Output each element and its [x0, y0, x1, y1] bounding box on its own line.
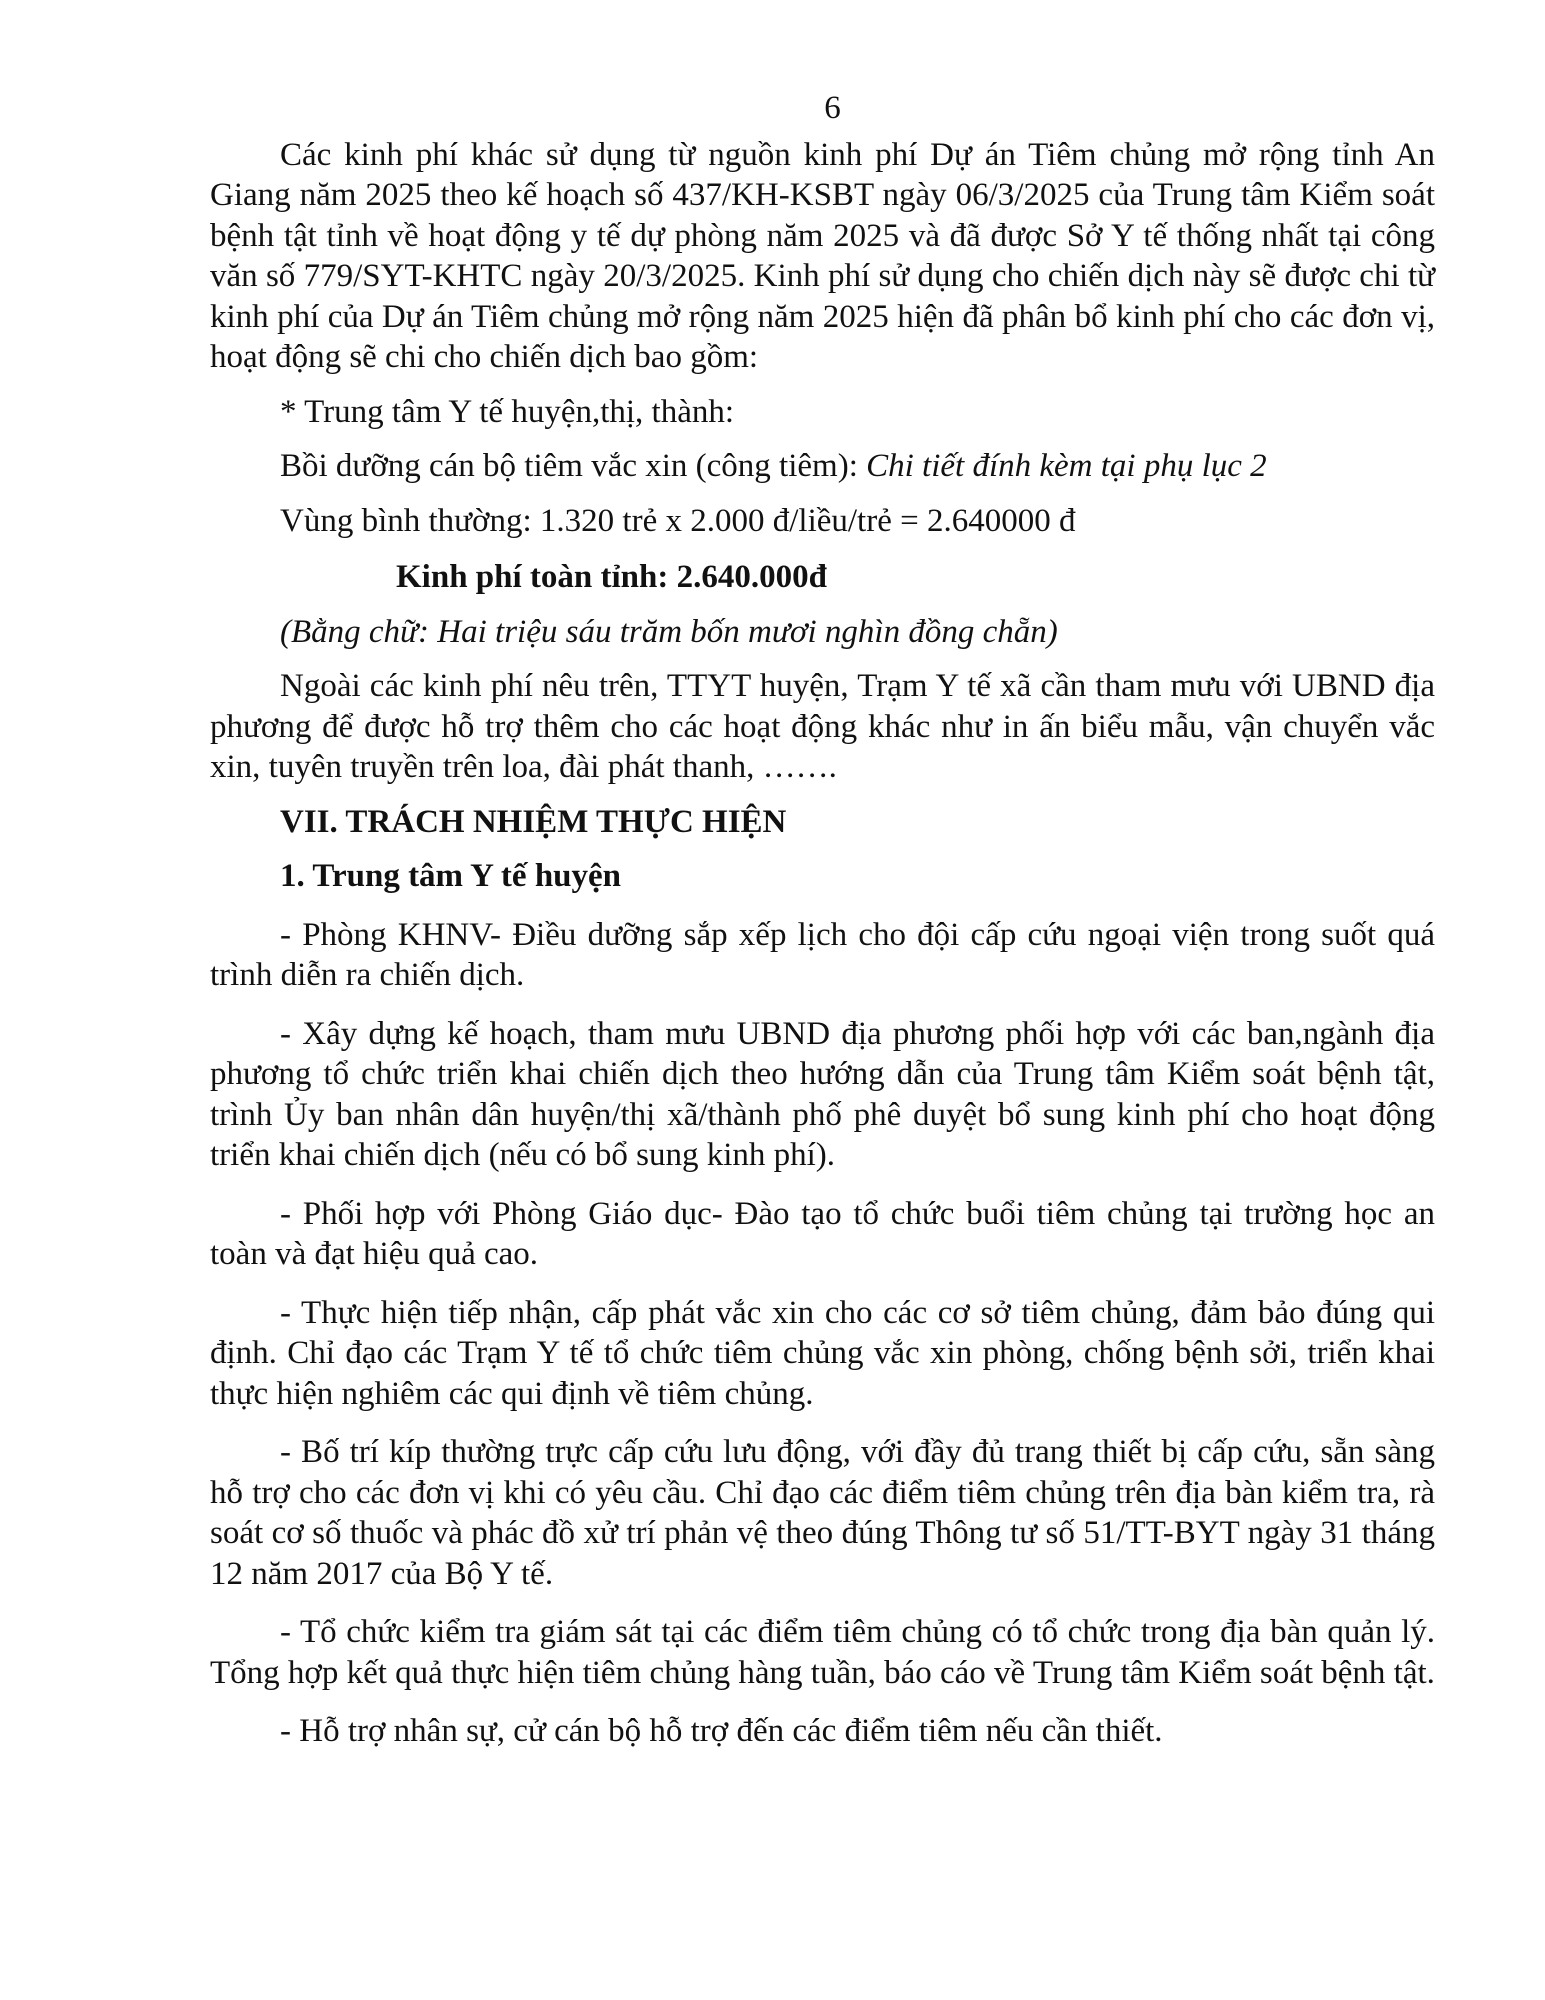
responsibility-item-4: - Thực hiện tiếp nhận, cấp phát vắc xin cho các cơ sở tiêm chủng, đảm bảo đúng qui định. Chỉ đạo các Trạm Y tế tổ chức tiêm chủng vắc xin phòng, chống bệnh sởi, triển khai thực hiện nghiêm các qui định về tiêm chủng.: [210, 1294, 1435, 1412]
responsibility-item-1: - Phòng KHNV- Điều dưỡng sắp xếp lịch cho đội cấp cứu ngoại viện trong suốt quá trình diễn ra chiến dịch.: [210, 916, 1435, 993]
amount-in-words: (Bằng chữ: Hai triệu sáu trăm bốn mươi nghìn đồng chẵn): [280, 613, 1058, 650]
normal-area-calculation: Vùng bình thường: 1.320 trẻ x 2.000 đ/liều/trẻ = 2.640000 đ: [280, 502, 1076, 539]
section-heading: VII. TRÁCH NHIỆM THỰC HIỆN: [280, 803, 787, 840]
staff-allowance-label: Bồi dưỡng cán bộ tiêm vắc xin (công tiêm):: [280, 448, 867, 484]
document-page: [210, 88, 1435, 1752]
responsibility-item-5: - Bố trí kíp thường trực cấp cứu lưu động, với đầy đủ trang thiết bị cấp cứu, sẵn sàng hỗ trợ cho các đơn vị khi có yêu cầu. Chỉ đạo các điểm tiêm chủng trên địa bàn kiểm tra, rà soát cơ số thuốc và phác đồ xử trí phản vệ theo đúng Thông tư số 51/TT-BYT ngày 31 tháng 12 năm 2017 của Bộ Y tế.: [210, 1434, 1435, 1592]
page-number: 6: [824, 90, 841, 126]
responsibility-item-3: - Phối hợp với Phòng Giáo dục- Đào tạo tổ chức buổi tiêm chủng tại trường học an toàn và đạt hiệu quả cao.: [210, 1195, 1435, 1272]
responsibility-item-2: - Xây dựng kế hoạch, tham mưu UBND địa phương phối hợp với các ban,ngành địa phương tổ chức triển khai chiến dịch theo hướng dẫn của Trung tâm Kiểm soát bệnh tật, trình Ủy ban nhân dân huyện/thị xã/thành phố phê duyệt bổ sung kinh phí cho hoạt động triển khai chiến dịch (nếu có bổ sung kinh phí).: [210, 1015, 1435, 1173]
responsibility-item-6: - Tổ chức kiểm tra giám sát tại các điểm tiêm chủng có tổ chức trong địa bàn quản lý. Tổng hợp kết quả thực hiện tiêm chủng hàng tuần, báo cáo về Trung tâm Kiểm soát bệnh tật.: [210, 1614, 1435, 1691]
appendix-reference: Chi tiết đính kèm tại phụ lục 2: [866, 448, 1267, 484]
staff-allowance-line: [210, 446, 1435, 487]
additional-support-paragraph: Ngoài các kinh phí nêu trên, TTYT huyện, Trạm Y tế xã cần tham mưu với UBND địa phương để được hỗ trợ thêm cho các hoạt động khác như in ấn biểu mẫu, vận chuyển vắc xin, tuyên truyền trên loa, đài phát thanh, …….: [210, 668, 1435, 785]
responsibility-item-7: - Hỗ trợ nhân sự, cử cán bộ hỗ trợ đến các điểm tiêm nếu cần thiết.: [280, 1713, 1163, 1749]
subsection-heading: 1. Trung tâm Y tế huyện: [280, 858, 622, 894]
province-total: Kinh phí toàn tỉnh: 2.640.000đ: [396, 559, 827, 595]
funding-paragraph: Các kinh phí khác sử dụng từ nguồn kinh phí Dự án Tiêm chủng mở rộng tỉnh An Giang năm 2025 theo kế hoạch số 437/KH-KSBT ngày 06/3/2025 của Trung tâm Kiểm soát bệnh tật tỉnh về hoạt động y tế dự phòng năm 2025 và đã được Sở Y tế thống nhất tại công văn số 779/SYT-KHTC ngày 20/3/2025. Kinh phí sử dụng cho chiến dịch này sẽ được chi từ kinh phí của Dự án Tiêm chủng mở rộng năm 2025 hiện đã phân bổ kinh phí cho các đơn vị, hoạt động sẽ chi cho chiến dịch bao gồm:: [210, 136, 1435, 375]
district-center-line: * Trung tâm Y tế huyện,thị, thành:: [280, 393, 735, 430]
